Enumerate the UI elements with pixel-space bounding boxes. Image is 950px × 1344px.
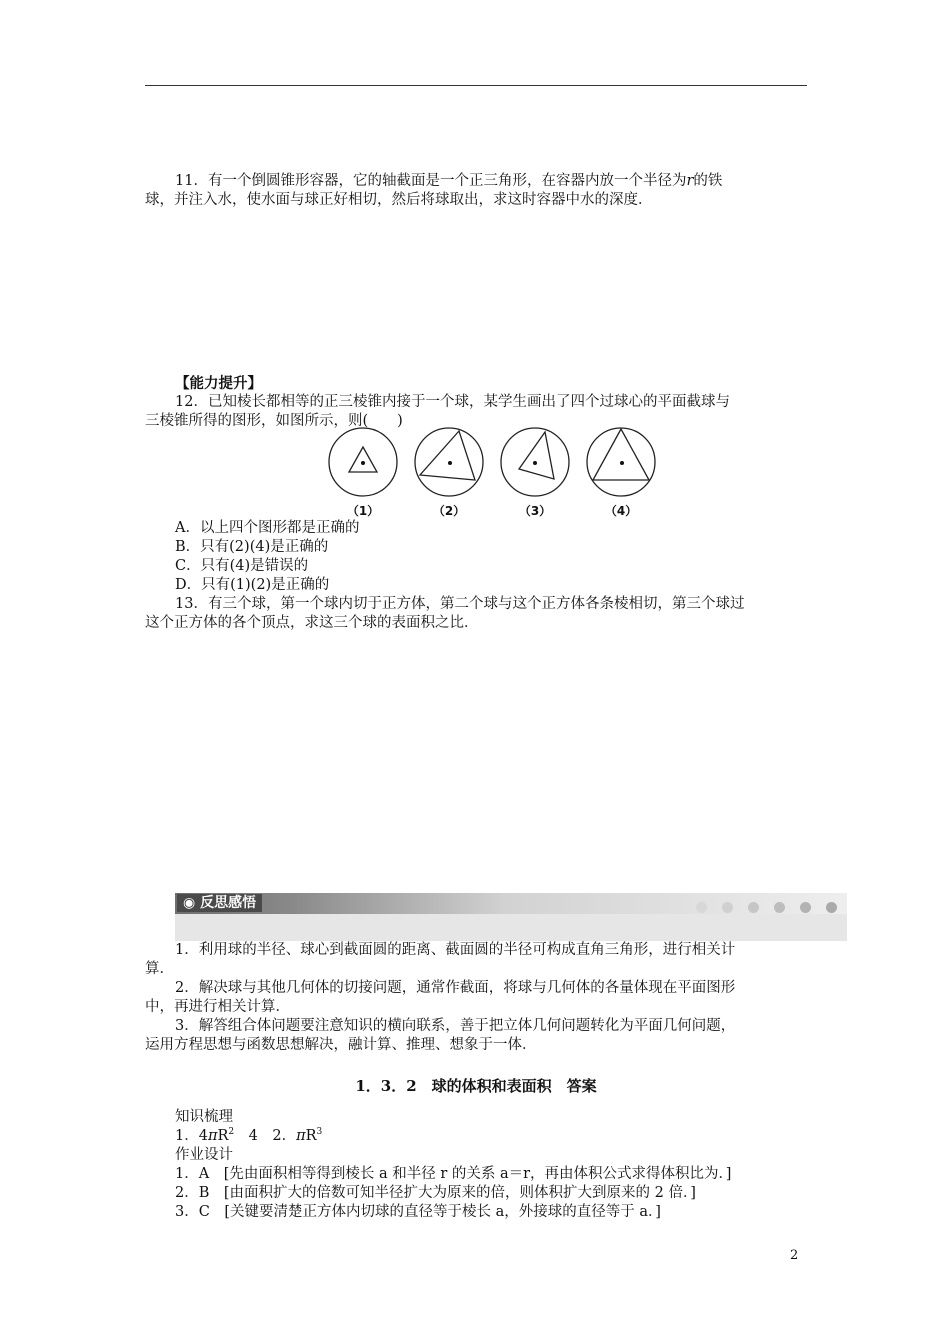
question-11-line-2: 球，并注入水，使水面与球正好相切，然后将球取出，求这时容器中水的深度． (145, 192, 653, 208)
figure-group (328, 426, 660, 524)
figure-4-caption: （4） (604, 504, 638, 518)
figure-3 (501, 428, 569, 496)
dot-icon (826, 902, 837, 913)
question-13-line-1: 13．有三个球，第一个球内切于正方体，第二个球与这个正方体各条棱相切，第三个球过 (175, 596, 745, 612)
question-12 (145, 374, 807, 431)
option-a: A．以上四个图形都是正确的 (175, 520, 360, 536)
figure-3-caption: （3） (518, 504, 552, 518)
banner-label: ◉ 反思感悟 (177, 894, 262, 912)
reflection-p2-line-1: 2．解决球与其他几何体的切接问题，通常作截面，将球与几何体的各量体现在平面图形 (175, 980, 736, 996)
dot-icon (748, 902, 759, 913)
reflection-p1-line-2: 算． (145, 961, 174, 977)
figure-1 (329, 428, 397, 496)
figure-drawings (328, 426, 660, 502)
reflection-text (145, 941, 807, 1055)
figure-1-caption: （1） (346, 504, 380, 518)
answers-block (145, 1108, 807, 1222)
figure-4 (587, 428, 655, 496)
question-13-line-2: 这个正方体的各个顶点，求这三个球的表面积之比． (145, 615, 479, 631)
dot-icon (800, 902, 811, 913)
question-11-line-1: 11．有一个倒圆锥形容器，它的轴截面是一个正三角形，在容器内放一个半径为r的铁 (175, 173, 723, 189)
question-12-line-2: 三棱锥所得的图形，如图所示，则( ) (145, 413, 403, 429)
section-heading-ability: 【能力提升】 (175, 375, 262, 392)
answers-title: 1．3．2 球的体积和表面积 答案 (355, 1077, 597, 1095)
knowledge-answers: 1．$4\pi R^2$ 4 2．$\pi R^3$ (175, 1127, 323, 1144)
banner-bottom-bar (175, 914, 847, 941)
option-c: C．只有(4)是错误的 (175, 558, 309, 574)
dot-icon (696, 902, 707, 913)
answer-item-3: 3．C [关键要清楚正方体内切球的直径等于棱长 a，外接球的直径等于 a．] (175, 1204, 661, 1220)
page-number: 2 (790, 1248, 799, 1263)
banner-top-bar (175, 893, 847, 914)
reflection-p3-line-1: 3．解答组合体问题要注意知识的横向联系，善于把立体几何问题转化为平面几何问题， (175, 1018, 736, 1034)
variable-r: r (686, 173, 694, 189)
dot-icon (774, 902, 785, 913)
figure-2 (415, 428, 483, 496)
reflection-p3-line-2: 运用方程思想与函数思想解决，融计算、推理、想象于一体． (145, 1037, 537, 1053)
reflection-p2-line-2: 中，再进行相关计算． (145, 999, 290, 1015)
option-d: D．只有(1)(2)是正确的 (175, 577, 330, 593)
option-b: B．只有(2)(4)是正确的 (175, 539, 329, 555)
question-11 (145, 172, 807, 210)
reflection-banner (175, 893, 847, 941)
question-12-options (145, 519, 807, 633)
homework-heading: 作业设计 (175, 1147, 233, 1163)
figure-2-caption: （2） (432, 504, 466, 518)
answer-item-2: 2．B [由面积扩大的倍数可知半径扩大为原来的倍，则体积扩大到原来的 2 倍．] (175, 1185, 696, 1201)
reflection-p1-line-1: 1．利用球的半径、球心到截面圆的距离、截面圆的半径可构成直角三角形，进行相关计 (175, 942, 736, 958)
header-rule (145, 85, 807, 86)
question-12-line-1: 12．已知棱长都相等的正三棱锥内接于一个球，某学生画出了四个过球心的平面截球与 (175, 394, 730, 410)
answer-item-1: 1．A [先由面积相等得到棱长 a 和半径 r 的关系 a＝r，再由体积公式求得体积比为．] (175, 1166, 732, 1182)
knowledge-heading: 知识梳理 (175, 1109, 233, 1125)
dot-icon (722, 902, 733, 913)
